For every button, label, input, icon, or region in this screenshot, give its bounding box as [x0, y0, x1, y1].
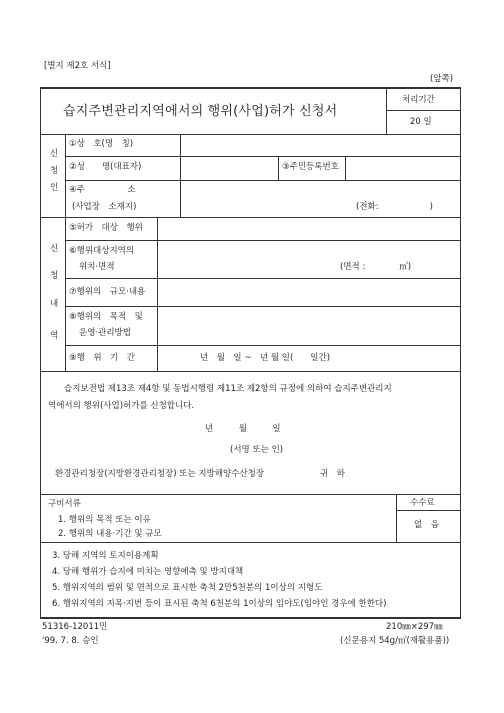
date-line: 년 월 일	[205, 424, 281, 434]
frame-right	[460, 87, 461, 618]
applicant-label-col	[180, 134, 181, 217]
title-bottom-line	[40, 134, 461, 135]
frame-top	[40, 87, 461, 89]
details-label-2: 청	[50, 271, 59, 281]
details-bottom-line	[40, 371, 461, 372]
purpose-label-b: 운영·관리방법	[79, 328, 131, 338]
fee-line	[396, 510, 460, 511]
attachment-item-2: 2. 행위의 내용·기간 및 규모	[58, 529, 162, 539]
attachment-item-6: 6. 행위지역의 지목·지번 등이 표시된 축척 6천분의 1이상의 임야도(임야인 경우에 한한다)	[52, 599, 387, 609]
area-label: (면적 : ㎡)	[340, 262, 412, 272]
details-line-3	[65, 306, 460, 307]
signature-line: (서명 또는 인)	[230, 445, 284, 455]
details-line-1	[65, 240, 460, 241]
applicant-bottom-line	[40, 217, 461, 218]
statement-line-2: 역에서의 행위(사업)허가를 신청합니다.	[48, 401, 195, 411]
statement-line-1: 습지보전법 제13조 제4항 및 동법시행령 제11조 제2항의 규정에 의하여 습지주변관리지	[64, 384, 392, 394]
attachments-header: 구비서류	[48, 499, 81, 509]
details-label-3: 내	[50, 299, 59, 309]
side-label: (앞쪽)	[430, 74, 454, 84]
details-line-4	[65, 345, 460, 346]
fee-value: 없 음	[414, 520, 439, 530]
fee-divider	[396, 494, 397, 542]
details-label-1: 신	[50, 244, 59, 254]
period-label: ⑨행 위 기 간	[69, 353, 135, 363]
attachments-line	[40, 542, 461, 543]
rep-divider-a	[278, 156, 279, 180]
applicant-col-line	[65, 134, 66, 217]
fee-label: 수수료	[410, 498, 435, 508]
applicant-label-2: 청	[50, 166, 59, 176]
applicant-label-3: 인	[50, 183, 59, 193]
processing-period-value: 20 일	[410, 117, 432, 127]
period-divider	[386, 88, 387, 134]
form-code: 51316-12011민	[42, 622, 108, 632]
approval-date: '99. 7. 8. 승인	[42, 636, 99, 646]
frame-bottom	[40, 617, 461, 619]
form-label: [별지 제2호 서식]	[44, 61, 111, 71]
attachment-item-3: 3. 당해 지역의 토지이용계획	[52, 551, 159, 561]
purpose-label-a: ⑧행위의 목적 및	[69, 312, 143, 322]
honorific: 귀 하	[320, 469, 345, 479]
attachment-item-5: 5. 행위지역의 범위 및 면적으로 표시한 축척 2만5천분의 1이상의 지형도	[52, 583, 323, 593]
paper-spec: (신문용지 54g/㎡(재활용품))	[340, 636, 450, 646]
address-label: ④주 소	[69, 185, 136, 195]
statement-bottom-line	[40, 494, 461, 495]
row-line-2	[65, 180, 460, 181]
row-line-1	[65, 156, 460, 157]
rep-divider-b	[345, 156, 346, 180]
recipient-line: 환경관리청장(지방환경관리청장) 또는 지방해양수산청장	[55, 469, 265, 479]
processing-period-label: 처리기간	[402, 95, 435, 105]
details-label-4: 역	[50, 331, 59, 341]
frame-left	[40, 87, 41, 618]
details-line-2	[65, 278, 460, 279]
representative-label: ②성 명(대표자)	[69, 162, 142, 172]
paper-size: 210㎜×297㎜	[386, 622, 443, 632]
page-title: 습지주변관리지역에서의 행위(사업)허가 신청서	[63, 104, 338, 119]
resident-number-label: ③주민등록번호	[282, 162, 339, 172]
period-value: 년 월 일 ~ 년 월 일( 일간)	[200, 353, 331, 363]
attachment-item-4: 4. 당해 행위가 습지에 미치는 영향예측 및 방지대책	[52, 567, 244, 577]
address-sub-label: (사업장 소재지)	[72, 202, 137, 212]
scale-content-label: ⑦행위의 규모·내용	[69, 287, 146, 297]
permit-action-label: ⑤허가 대상 행위	[69, 223, 143, 233]
period-line	[386, 110, 460, 111]
applicant-label-1: 신	[50, 149, 59, 159]
attachment-item-1: 1. 행위의 목적 또는 이유	[58, 515, 151, 525]
phone-label: (전화: )	[356, 202, 433, 212]
location-label-b: 위치·면적	[79, 262, 115, 272]
location-label-a: ⑥행위대상지역의	[69, 246, 135, 256]
company-name-label: ①상 호(명 칭)	[69, 139, 134, 149]
